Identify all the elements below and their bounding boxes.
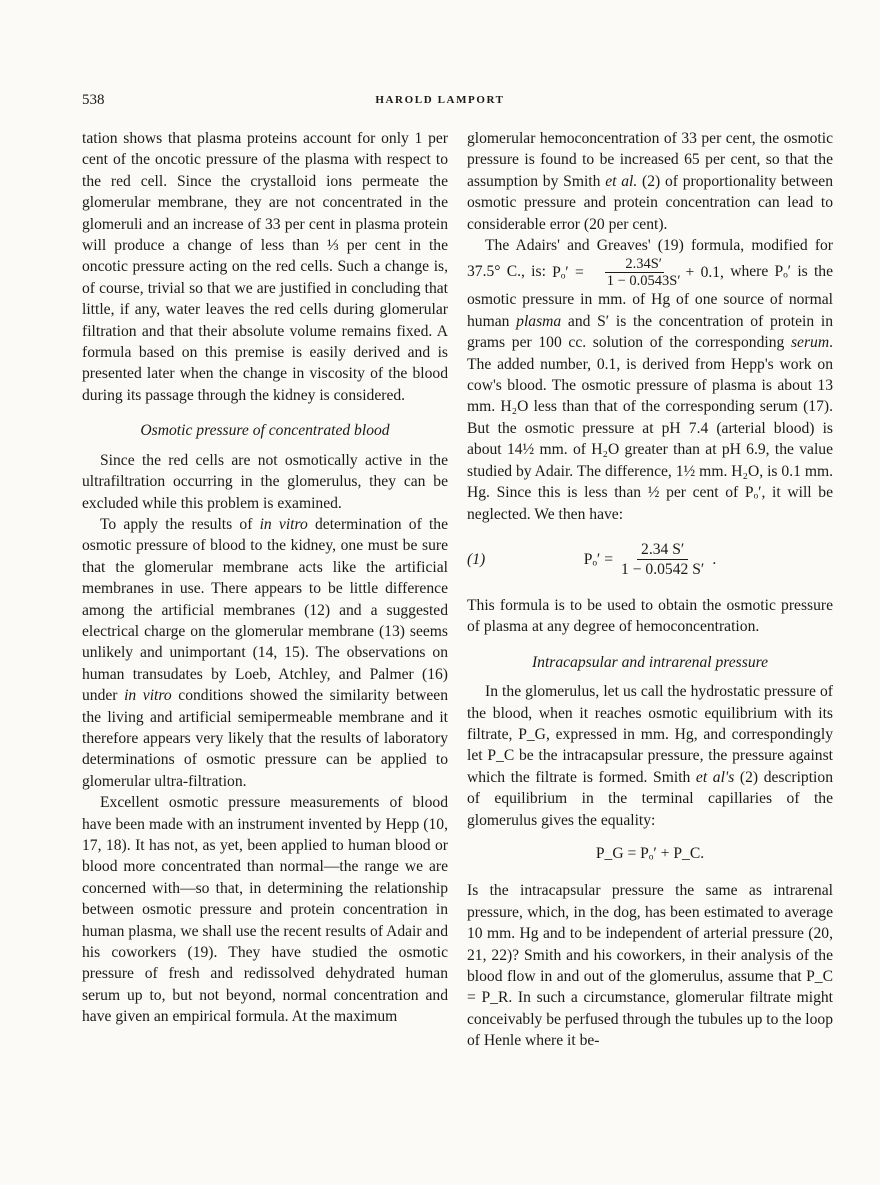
paragraph: In the glomerulus, let us call the hydrostatic pressure of the blood, when it reaches osmotic equilibrium with its filtrate, P_G, expressed in mm. Hg, and correspondingly let P_C be the intracapsular pressure, the pressure against which the filtrate is formed. Smith et al's (2) description of equilibrium in the terminal capillaries of the glomerulus gives the equality: [467, 683, 833, 829]
section-heading-intracapsular-pressure: Intracapsular and intrarenal pressure [531, 653, 769, 671]
equation-number: (1) [467, 551, 486, 569]
equation-1: (1) Pₒ′ = $\frac{2.34 S'}{1 - 0.0542 S'}$ . [467, 541, 717, 579]
paragraph: The Adairs' and Greaves' (19) formula, modified for 37.5° C., is: Pₒ′ = $\frac{2.34S'}{1 - 0.0543S'}$ + 0.1, where Pₒ′ is the osmotic pressure in mm. of Hg of one source of normal human plasma and S′ is the concentration of protein in grams per 100 cc. solution of the corresponding serum. The added number, 0.1, is derived from Hepp's work on cow's blood. The osmotic pressure of plasma is about 13 mm. H₂O less than that of the corresponding serum (17). But the osmotic pressure at pH 7.4 (arterial blood) is about 14½ mm. of H₂O greater than at pH 6.9, the value studied by Adair. The difference, 1½ mm. H₂O, is 0.1 mm. Hg. Since this is less than ½ per cent of Pₒ′, it will be neglected. We then have: [467, 237, 833, 523]
paragraph: Since the red cells are not osmotically active in the ultrafiltration occurring in the glomerulus, they can be excluded while this problem is examined. [82, 451, 448, 512]
left-column [82, 128, 448, 1028]
paragraph: To apply the results of in vitro determination of the osmotic pressure of blood to the kidney, one must be sure that the glomerular membrane acts like the artificial membranes in use. There appears to be little difference among the artificial membranes (12) and a suggested electrical charge on the glomerular membrane (13) seems unlikely and unimportant (14, 15). The observations on human transudates by Loeb, Atchley, and Palmer (16) under in vitro conditions showed the similarity between the living and artificial semipermeable membrane and it therefore appears very likely that the results of laboratory determinations of osmotic pressure can be applied to glomerular ultra-filtration. [82, 515, 449, 790]
inline-formula: Pₒ′ = $\frac{2.34S'}{1 - 0.0543S'}$ + 0.1, [552, 256, 724, 290]
paragraph: tation shows that plasma proteins account for only 1 per cent of the oncotic pressure of the plasma with respect to the red cell. Since the crystalloid ions permeate the glomerular membrane, they are not concentrated in the glomeruli and an increase of 33 per cent in plasma protein will produce a change of less than ⅓ per cent in the oncotic pressure acting on the red cells. Such a change is, of course, trivial so that we are justified in concluding that little, if any, water leaves the red cells during glomerular filtration and that their absolute volume remains fixed. A formula based on this premise is easily derived and is presented later when the change in viscosity of the blood during its passage through the kidney is considered. [82, 130, 448, 404]
paragraph: Excellent osmotic pressure measurements of blood have been made with an instrument invented by Hepp (10, 17, 18). It has not, as yet, been applied to human blood or blood more concentrated than normal—the range we are concerned with—so that, in determining the relationship between osmotic pressure and protein concentration in human plasma, we shall use the recent results of Adair and his coworkers (19). They have studied the osmotic pressure of fresh and redissolved dehydrated human serum up to, but not beyond, normal concentration and have given an empirical formula. At the maximum [82, 794, 448, 1026]
paragraph: This formula is to be used to obtain the osmotic pressure of plasma at any degree of hemoconcentration. [467, 596, 833, 636]
paragraph: Is the intracapsular pressure the same as intrarenal pressure, which, in the dog, has been estimated to average 10 mm. Hg and to be independent of arterial pressure (20, 21, 22)? Smith and his coworkers, in their analysis of the blood flow in and out of the glomerulus, assume that P_C = P_R. In such a circumstance, glomerular filtrate might conceivably be perfused through the tubules up to the loop of Henle where it be- [467, 882, 833, 1050]
page-header [82, 92, 798, 114]
paragraph: glomerular hemoconcentration of 33 per cent, the osmotic pressure is found to be increased 65 per cent, so that the assumption by Smith et al. (2) of proportionality between osmotic pressure and protein concentration can lead to considerable error (20 per cent). [467, 130, 834, 233]
equation-2: P_G = Pₒ′ + P_C. [595, 844, 705, 862]
page-number: 538 [82, 92, 105, 108]
running-head: HAROLD LAMPORT [375, 94, 505, 106]
section-heading-osmotic-pressure: Osmotic pressure of concentrated blood [140, 422, 390, 440]
right-column [467, 128, 833, 1052]
